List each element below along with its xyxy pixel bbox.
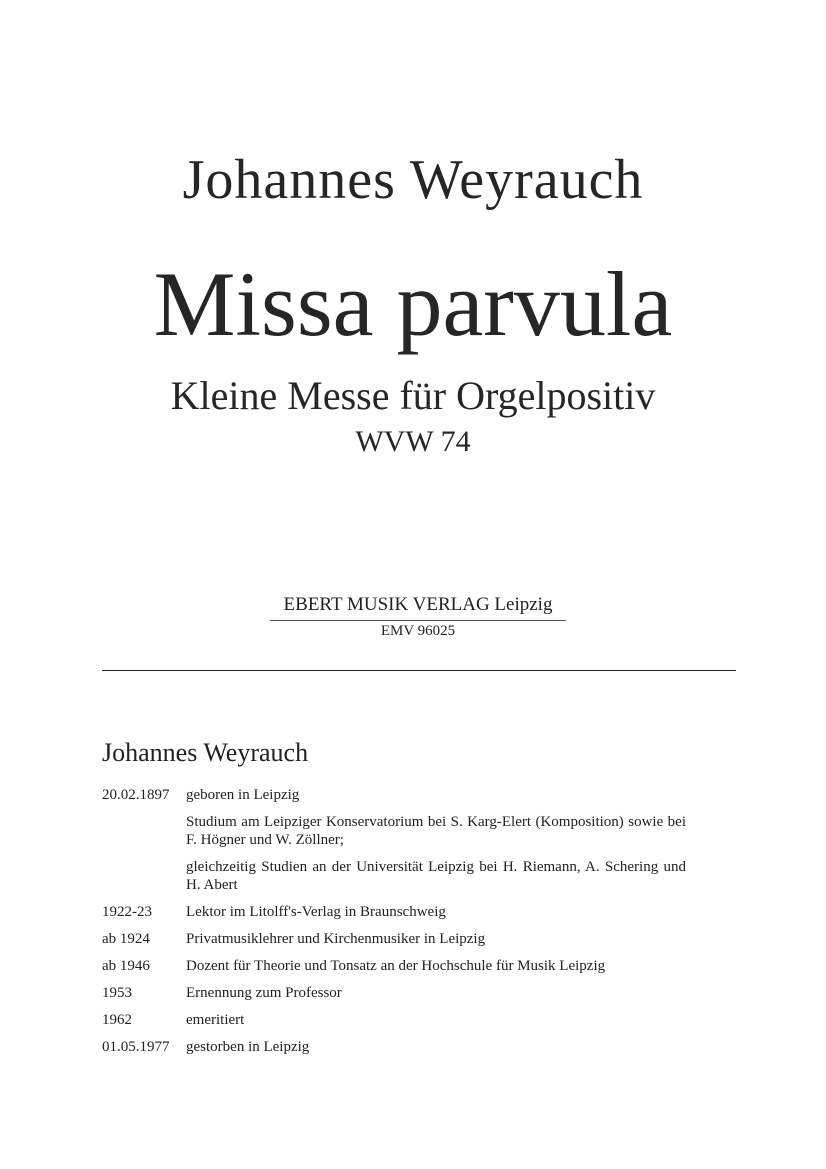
biography-text: Dozent für Theorie und Tonsatz an der Hochschule für Musik Leipzig xyxy=(186,958,606,974)
biography-heading: Johannes Weyrauch xyxy=(102,738,309,767)
biography-date: 20.02.1897 xyxy=(102,787,170,803)
publisher-name: EBERT MUSIK VERLAG Leipzig xyxy=(283,594,553,615)
composer-name: Johannes Weyrauch xyxy=(182,149,644,211)
biography-date: 01.05.1977 xyxy=(102,1039,170,1055)
biography-text: emeritiert xyxy=(186,1012,245,1028)
work-title: Missa parvula xyxy=(153,253,673,355)
biography-date: 1962 xyxy=(102,1012,132,1028)
biography-entry xyxy=(102,813,702,849)
biography-entry xyxy=(102,858,702,894)
biography-entry xyxy=(102,903,702,921)
section-divider xyxy=(102,670,736,671)
catalog-number: WVW 74 xyxy=(355,425,471,458)
biography-list xyxy=(102,786,702,1056)
biography-date: ab 1946 xyxy=(102,958,150,974)
biography-date: 1953 xyxy=(102,985,132,1001)
plate-number: EMV 96025 xyxy=(380,623,456,639)
biography-text: Ernennung zum Professor xyxy=(186,985,342,1001)
biography-entry xyxy=(102,1011,702,1029)
biography-date: 1922-23 xyxy=(102,904,152,920)
biography-entry xyxy=(102,786,702,804)
biography-entry xyxy=(102,984,702,1002)
biography-entry xyxy=(102,1038,702,1056)
biography-text: Studium am Leipziger Konservatorium bei S. Karg-Elert (Komposition) sowie bei F. Högner und W. Zöllner; xyxy=(186,814,686,848)
publisher-underline xyxy=(270,620,566,621)
biography-date: ab 1924 xyxy=(102,931,150,947)
biography-entry xyxy=(102,930,702,948)
biography-text: gestorben in Leipzig xyxy=(186,1039,310,1055)
biography-text: gleichzeitig Studien an der Universität Leipzig bei H. Riemann, A. Schering und H. Abert xyxy=(186,859,686,893)
biography-text: Privatmusiklehrer und Kirchenmusiker in Leipzig xyxy=(186,931,486,947)
biography-entry xyxy=(102,957,702,975)
biography-text: geboren in Leipzig xyxy=(186,787,300,803)
biography-text: Lektor im Litolff's-Verlag in Braunschweig xyxy=(186,904,446,920)
work-subtitle: Kleine Messe für Orgelpositiv xyxy=(170,373,656,418)
